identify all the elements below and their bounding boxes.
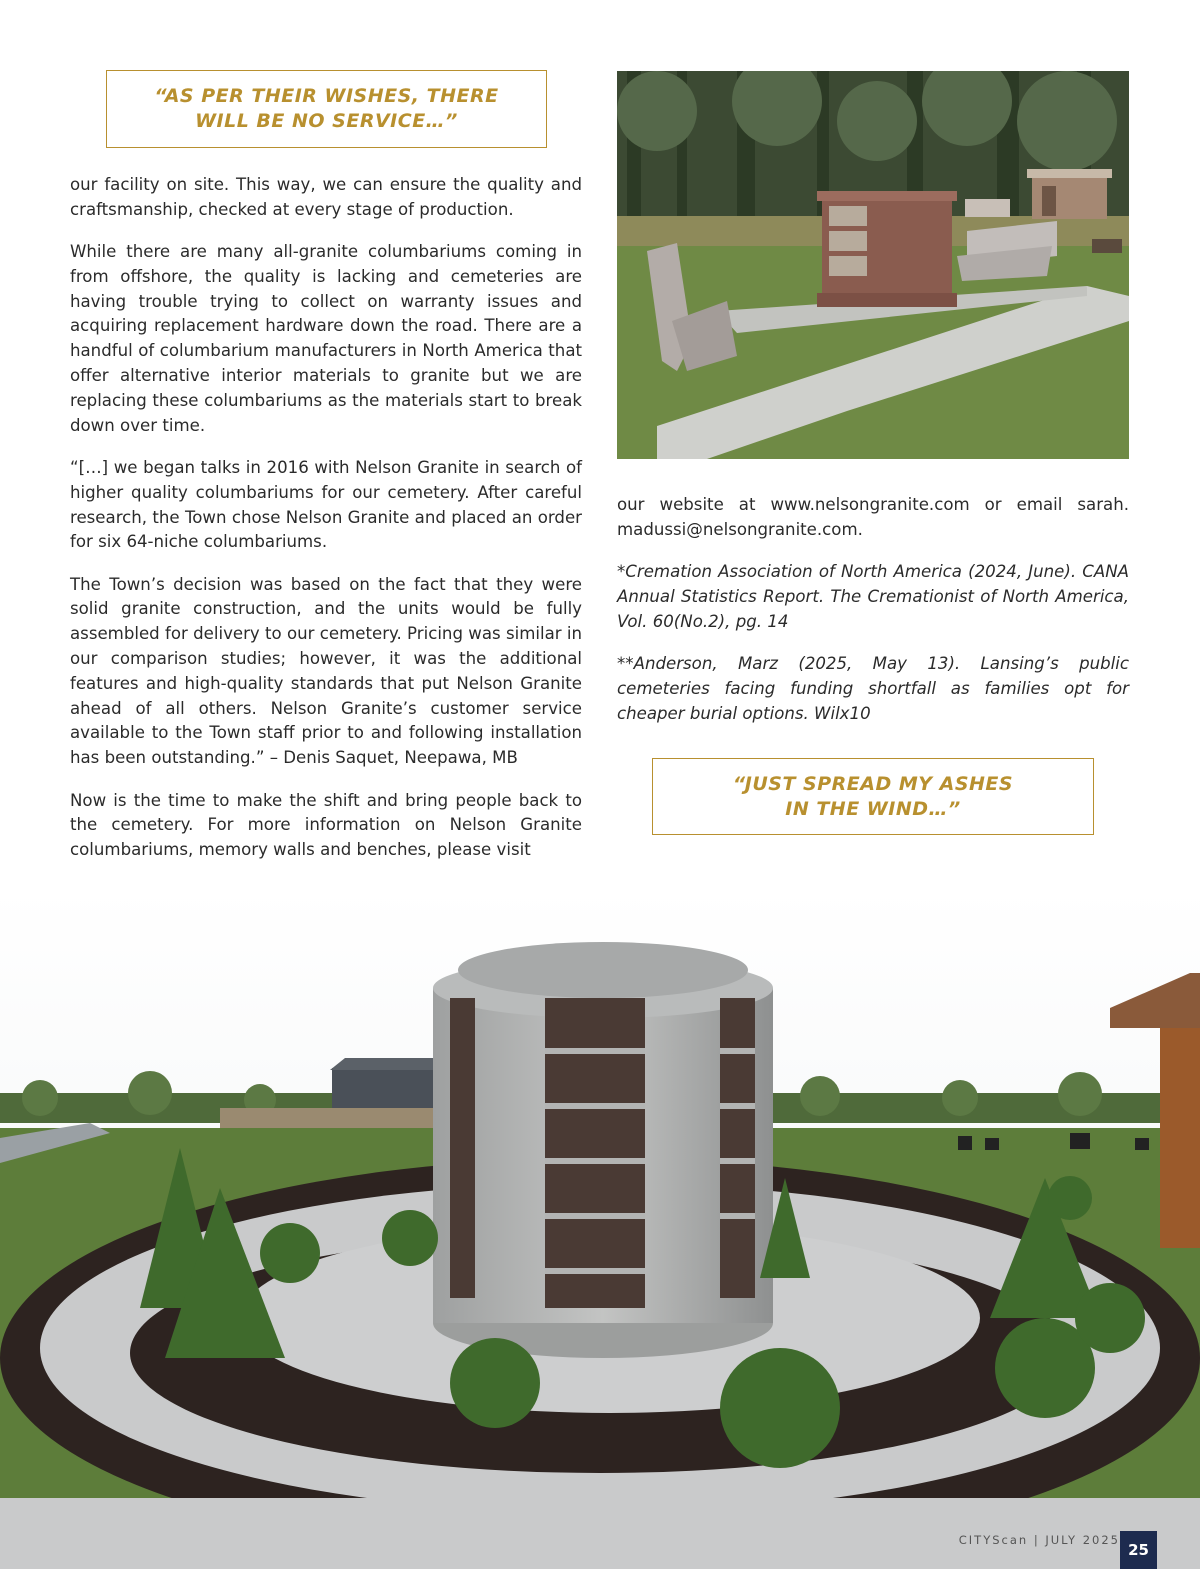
pull-quote-ashes xyxy=(652,758,1094,835)
pull-quote-line: “AS PER THEIR WISHES, THERE xyxy=(154,85,499,107)
paragraph: Now is the time to make the shift and bring people back to the cemetery. For more information on Nelson Granite columbariums, memory walls and benches, please visit xyxy=(70,790,582,860)
paragraph: The Town’s decision was based on the fact that they were solid granite construction, and the units would be fully assembled for delivery to our cemetery. Pricing was similar in our comparison studies; however, it was the additional features and high-quality standards that put Nelson Granite ahead of all others. Nelson Granite’s customer service available to the Town staff prior to and following installation has been outstanding.” – Denis Saquet, Neepawa, MB xyxy=(70,574,582,768)
pull-quote-line: IN THE WIND…” xyxy=(785,797,961,820)
right-text-column xyxy=(617,493,1129,744)
reference-anderson: **Anderson, Marz (2025, May 13). Lansing’s public cemeteries facing funding shortfall as families opt for cheaper burial options. Wilx10 xyxy=(617,653,1129,723)
footer-publication: CITYScan | JULY 2025 xyxy=(958,1533,1120,1547)
pull-quote-line: “JUST SPREAD MY ASHES xyxy=(732,772,1014,795)
paragraph: our facility on site. This way, we can ensure the quality and craftsmanship, checked at every stage of production. xyxy=(70,175,582,219)
page-number: 25 xyxy=(1120,1531,1157,1569)
photo-columbarium-benches xyxy=(617,71,1129,459)
pull-quote-wishes xyxy=(106,70,547,148)
photo-round-columbarium xyxy=(0,888,1200,1569)
reference-cana: *Cremation Association of North America (2024, June). CANA Annual Statistics Report. The Cremationist of North America, Vol. 60(No.2), pg. 14 xyxy=(617,562,1129,631)
paragraph-contact: our website at www.nelsongranite.com or email sarah. madussi@nelsongranite.com. xyxy=(617,495,1129,539)
pull-quote-line: WILL BE NO SERVICE…” xyxy=(195,110,458,132)
left-text-column xyxy=(70,173,582,880)
paragraph: “[…] we began talks in 2016 with Nelson Granite in search of higher quality columbariums for our cemetery. After careful research, the Town chose Nelson Granite and placed an order for six 64-niche columbariums. xyxy=(70,457,582,552)
paragraph: While there are many all-granite columbariums coming in from offshore, the quality is lacking and cemeteries are having trouble trying to collect on warranty issues and acquiring replacement hardware down the road. There are a handful of columbarium manufacturers in North America that offer alternative interior materials to granite but we are replacing these columbariums as the materials start to break down over time. xyxy=(70,242,582,435)
